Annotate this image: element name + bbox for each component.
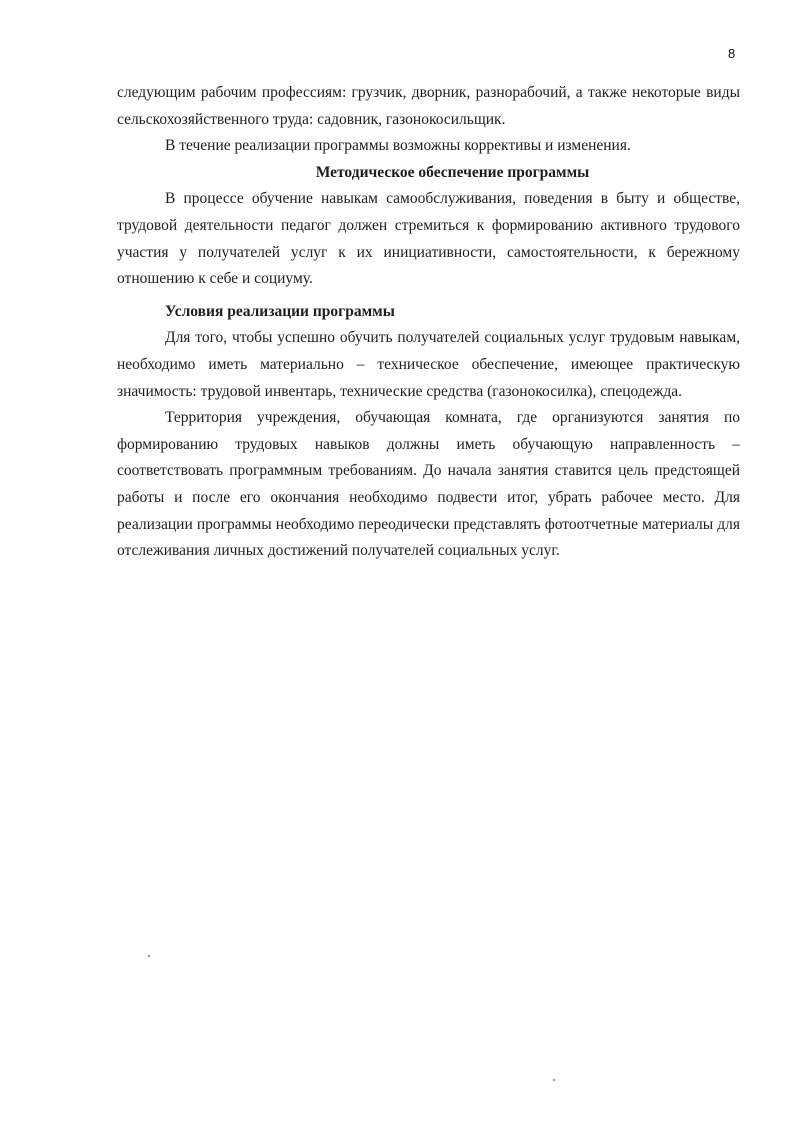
heading-methodical-support: Методическое обеспечение программы <box>315 163 590 181</box>
paragraph-corrections: В течение реализации программы возможны коррективы и изменения. <box>165 137 631 155</box>
heading-implementation-conditions: Условия реализации программы <box>165 302 395 320</box>
paragraph-methodical-support: В процессе обучение навыкам самообслуживания, поведения в быту и обществе, трудовой деятельности педагог должен стремиться к формированию активного трудового участия у получателей услуг к их инициативности, самостоятельности, к бережному отношению к себе и социуму. <box>117 190 740 288</box>
paragraph-territory: Территория учреждения, обучающая комната, где организуются занятия по формированию трудовых навыков должны иметь обучающую направленность – соответствовать программным требованиям. До начала занятия ставится цель предстоящей работы и после его окончания необходимо подвести итог, убрать рабочее место. Для реализации программы необходимо переодически представлять фотоотчетные материалы для отслеживания личных достижений получателей социальных услуг. <box>117 409 740 560</box>
scan-speck <box>553 1079 555 1081</box>
paragraph-continuation: следующим рабочим профессиям: грузчик, дворник, разнорабочий, а также некоторые виды сельскохозяйственного труда: садовник, газонокосильщик. <box>117 84 740 128</box>
paragraph-material-support: Для того, чтобы успешно обучить получателей социальных услуг трудовым навыкам, необходимо иметь материально – техническое обеспечение, имеющее практическую значимость: трудовой инвентарь, технические средства (газонокосилка), спецодежда. <box>117 329 740 400</box>
scan-speck <box>148 955 150 957</box>
page-number: 8 <box>728 46 736 61</box>
document-body <box>117 80 740 565</box>
